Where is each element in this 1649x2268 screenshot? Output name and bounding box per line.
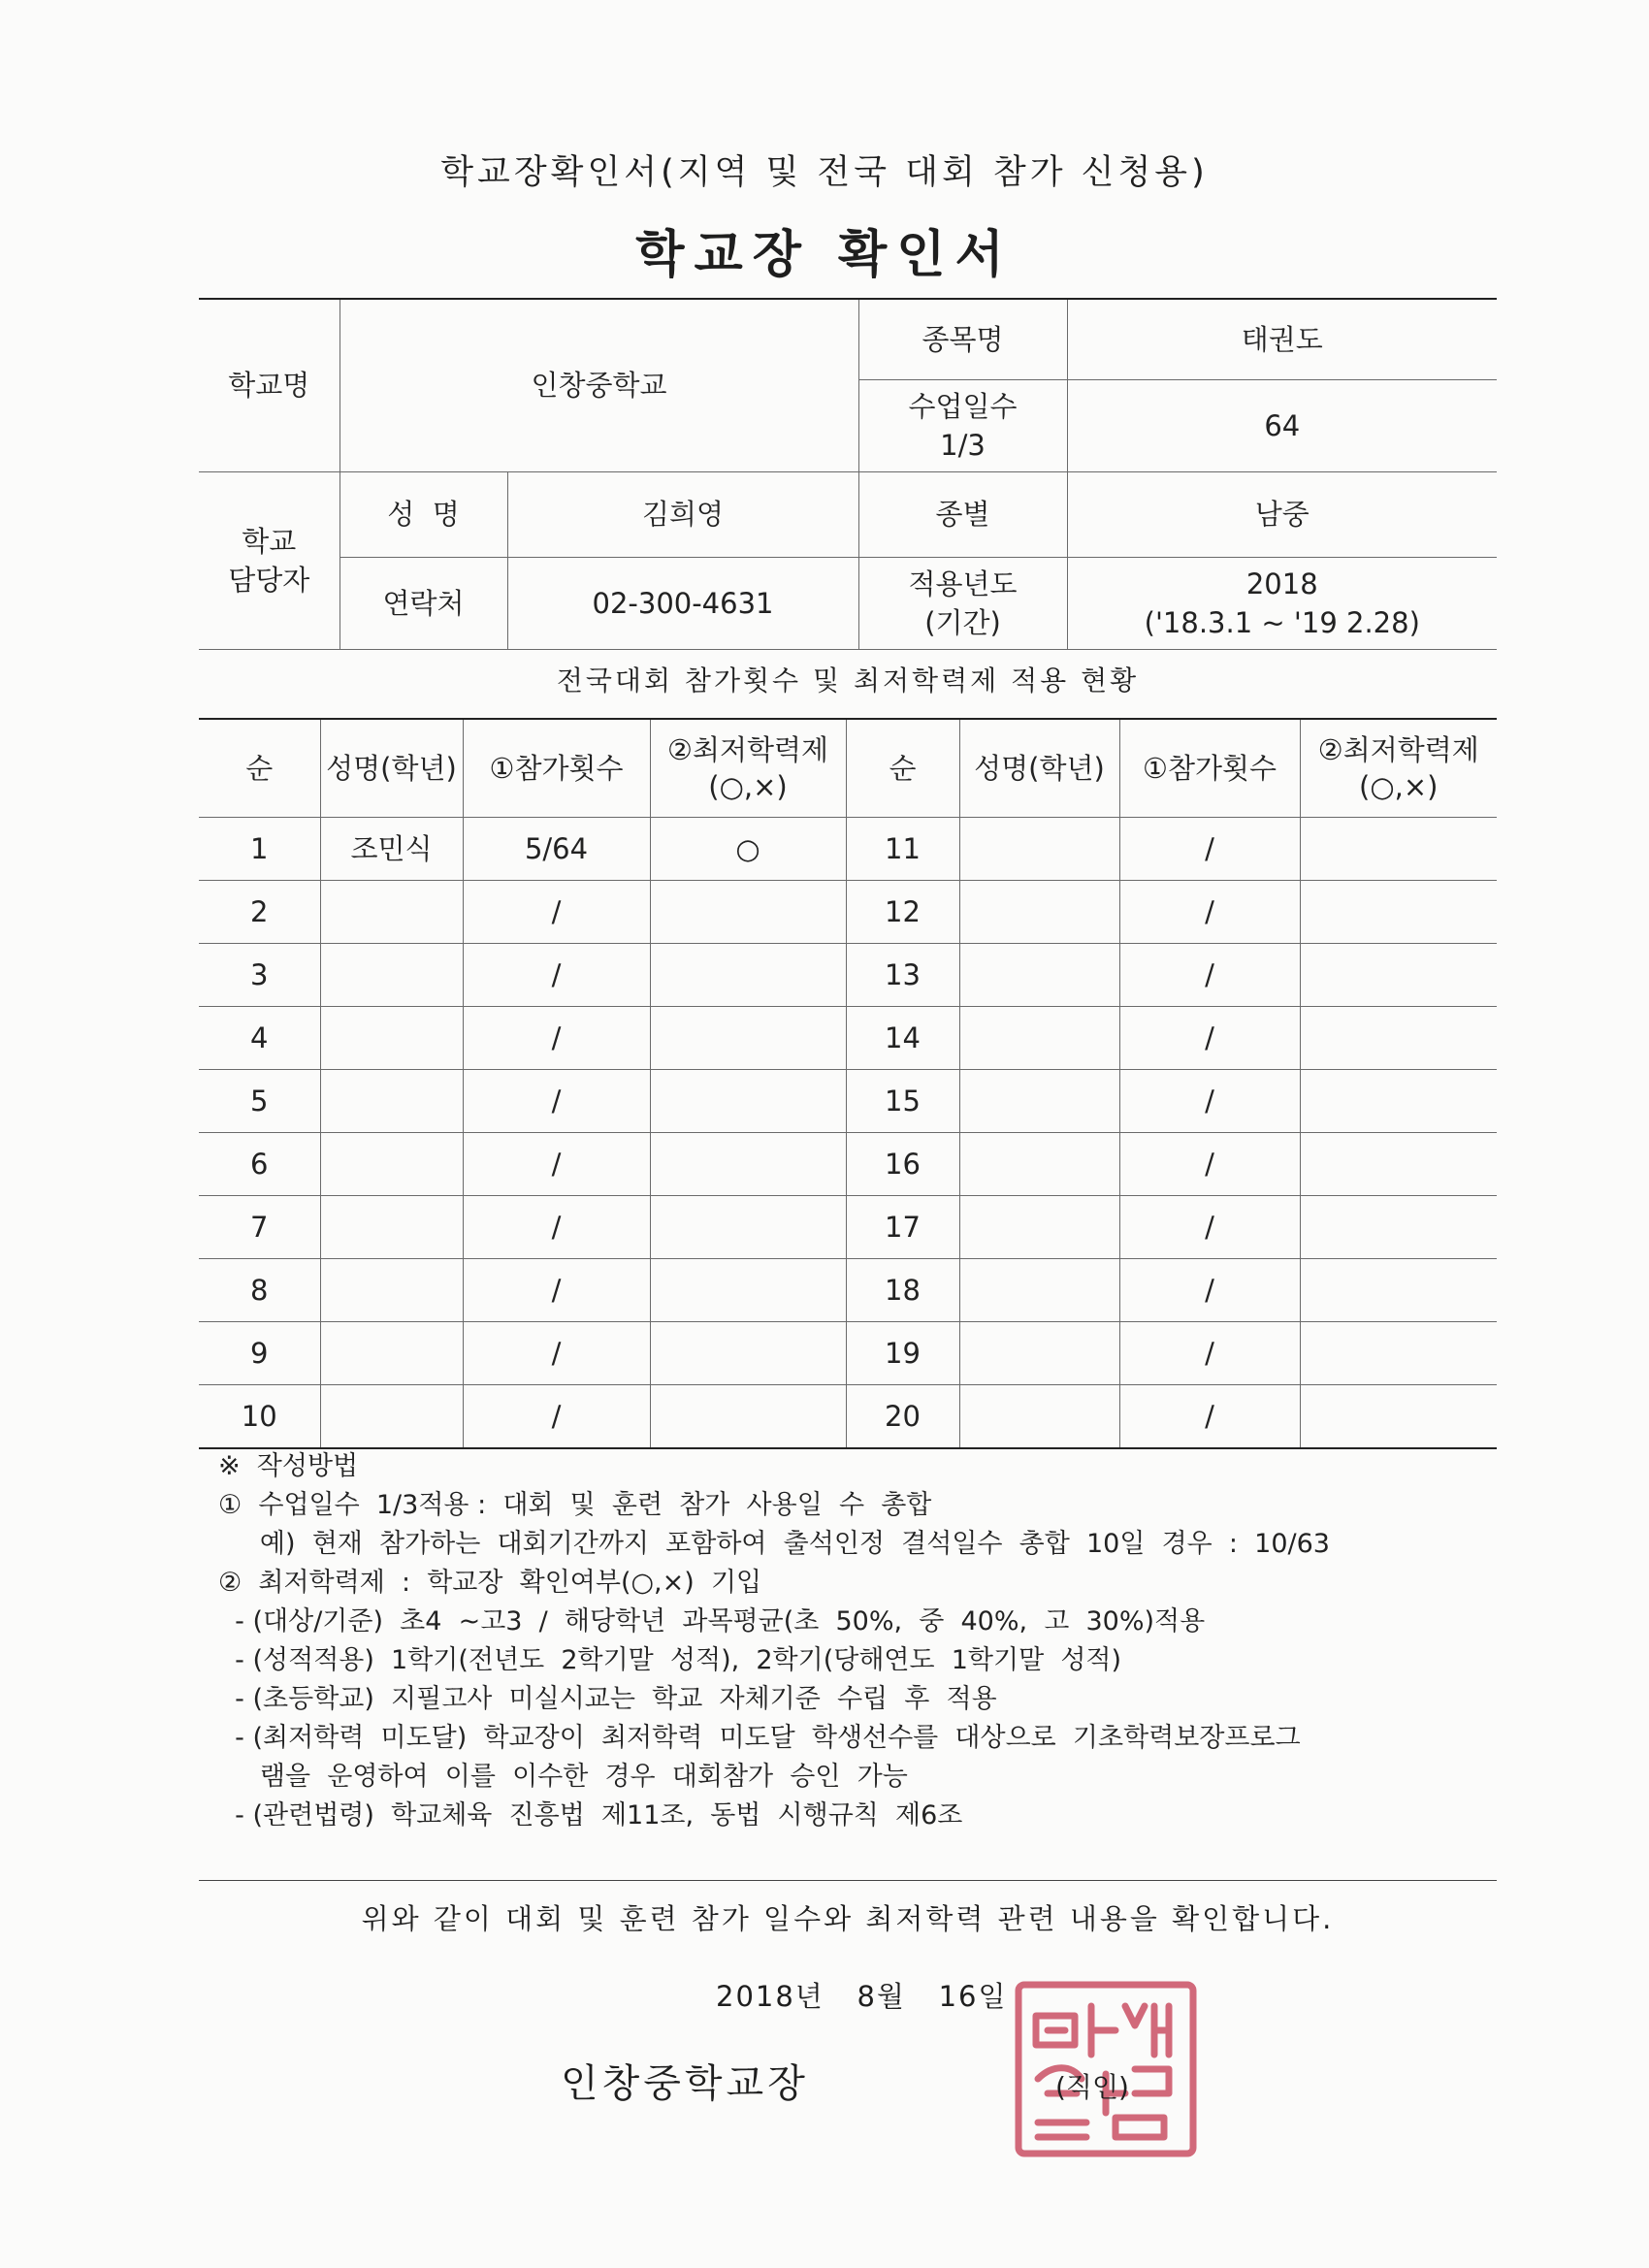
apply-year-value [1067, 557, 1497, 649]
cell-min-left [650, 1007, 846, 1070]
header-count-left: ①참가횟수 [463, 719, 650, 818]
table-row [199, 1259, 1497, 1322]
manager-label [199, 471, 340, 649]
event-value: 태권도 [1067, 299, 1497, 379]
table-row [199, 1007, 1497, 1070]
division-value: 남중 [1067, 471, 1497, 557]
section-title: 전국대회 참가횟수 및 최저학력제 적용 현황 [556, 664, 1140, 697]
cell-min-right [1300, 1322, 1497, 1385]
table-row [199, 1385, 1497, 1449]
issue-date: 2018년 8월 16일 [716, 1980, 1008, 2013]
instruction-line: - (성적적용) 1학기(전년도 2학기말 성적), 2학기(당해연도 1학기말 성적) [218, 1645, 1122, 1675]
header-min-left [650, 719, 846, 818]
cell-no-right: 12 [846, 881, 959, 944]
cell-no-right: 16 [846, 1133, 959, 1196]
cell-count-right: / [1119, 1259, 1300, 1322]
divider [199, 1880, 1497, 1881]
cell-count-right: / [1119, 944, 1300, 1007]
cell-no-left: 10 [199, 1385, 320, 1449]
cell-name-left [320, 1070, 463, 1133]
apply-year-label [858, 557, 1067, 649]
division-label: 종별 [858, 471, 1067, 557]
participation-table [199, 718, 1497, 1449]
school-info-table [199, 298, 1497, 650]
cell-name-right [959, 881, 1119, 944]
instruction-line: - (최저학력 미도달) 학교장이 최저학력 미도달 학생선수를 대상으로 기초학력보장프로그 [218, 1723, 1301, 1753]
cell-no-right: 14 [846, 1007, 959, 1070]
cell-name-left [320, 1259, 463, 1322]
manager-label-line-2: 담당자 [228, 563, 310, 597]
instruction-line: 예) 현재 참가하는 대회기간까지 포함하여 출석인정 결석일수 총합 10일 경우 : 10/63 [218, 1529, 1330, 1559]
cell-name-left: 조민식 [320, 818, 463, 881]
cell-min-left [650, 944, 846, 1007]
header-name-left: 성명(학년) [320, 719, 463, 818]
cell-count-left: / [463, 881, 650, 944]
document-title: 학교장 확인서 [635, 226, 1014, 284]
cell-no-right: 15 [846, 1070, 959, 1133]
cell-min-left [650, 1322, 846, 1385]
manager-label-line-1: 학교 [242, 524, 297, 558]
instruction-line: ① 수업일수 1/3적용 : 대회 및 훈련 참가 사용일 수 총합 [218, 1490, 932, 1520]
manager-name-value: 김희영 [507, 471, 858, 557]
school-name-label: 학교명 [199, 299, 340, 471]
cell-min-left [650, 1133, 846, 1196]
apply-year-label-line-2: (기간) [924, 605, 1001, 639]
table-row [199, 881, 1497, 944]
cell-min-right [1300, 1007, 1497, 1070]
cell-no-right: 18 [846, 1259, 959, 1322]
cell-count-left: 5/64 [463, 818, 650, 881]
table-row [199, 818, 1497, 881]
cell-count-left: / [463, 1070, 650, 1133]
contact-label: 연락처 [340, 557, 507, 649]
cell-name-right [959, 1133, 1119, 1196]
cell-count-right: / [1119, 1133, 1300, 1196]
header-min-left-line-2: (○,×) [708, 770, 788, 803]
cell-no-left: 3 [199, 944, 320, 1007]
cell-count-left: / [463, 1133, 650, 1196]
class-days-value: 64 [1067, 379, 1497, 471]
cell-count-right: / [1119, 1007, 1300, 1070]
cell-min-right [1300, 1133, 1497, 1196]
cell-min-left: ○ [650, 818, 846, 881]
instruction-line: ② 최저학력제 : 학교장 확인여부(○,×) 기입 [218, 1568, 762, 1598]
cell-name-right [959, 1007, 1119, 1070]
table-row [199, 944, 1497, 1007]
cell-no-right: 20 [846, 1385, 959, 1449]
cell-min-right [1300, 1259, 1497, 1322]
cell-name-right [959, 1322, 1119, 1385]
cell-no-right: 11 [846, 818, 959, 881]
cell-name-right [959, 1259, 1119, 1322]
manager-name-label [340, 471, 507, 557]
cell-name-right [959, 1070, 1119, 1133]
table-row [199, 1322, 1497, 1385]
table-row [199, 1133, 1497, 1196]
cell-name-left [320, 1322, 463, 1385]
cell-count-right: / [1119, 818, 1300, 881]
cell-min-right [1300, 881, 1497, 944]
cell-no-left: 7 [199, 1196, 320, 1259]
cell-name-left [320, 1007, 463, 1070]
cell-no-left: 9 [199, 1322, 320, 1385]
header-min-right-line-1: ②최저학력제 [1317, 733, 1479, 766]
cell-no-left: 5 [199, 1070, 320, 1133]
header-min-left-line-1: ②최저학력제 [666, 733, 829, 766]
header-count-right: ①참가횟수 [1119, 719, 1300, 818]
header-min-right [1300, 719, 1497, 818]
class-days-label-line-2: 1/3 [940, 428, 986, 462]
cell-name-left [320, 881, 463, 944]
cell-min-right [1300, 1196, 1497, 1259]
instruction-line: 램을 운영하여 이를 이수한 경우 대회참가 승인 가능 [218, 1762, 908, 1792]
cell-min-right [1300, 1070, 1497, 1133]
table-header-row [199, 719, 1497, 818]
writing-instructions [218, 1447, 1508, 1835]
cell-min-left [650, 1070, 846, 1133]
instructions-heading: ※ 작성방법 [218, 1451, 359, 1481]
cell-no-right: 13 [846, 944, 959, 1007]
cell-name-left [320, 1196, 463, 1259]
cell-min-right [1300, 1385, 1497, 1449]
table-row [199, 1196, 1497, 1259]
header-name-right: 성명(학년) [959, 719, 1119, 818]
cell-no-left: 4 [199, 1007, 320, 1070]
school-name-value: 인창중학교 [340, 299, 858, 471]
cell-count-left: / [463, 1007, 650, 1070]
cell-name-right [959, 1196, 1119, 1259]
cell-no-left: 6 [199, 1133, 320, 1196]
cell-no-left: 2 [199, 881, 320, 944]
cell-name-left [320, 1385, 463, 1449]
cell-no-left: 1 [199, 818, 320, 881]
cell-count-right: / [1119, 1322, 1300, 1385]
event-label: 종목명 [858, 299, 1067, 379]
cell-min-left [650, 1385, 846, 1449]
contact-value: 02-300-4631 [507, 557, 858, 649]
cell-name-left [320, 944, 463, 1007]
document-subtitle: 학교장확인서(지역 및 전국 대회 참가 신청용) [440, 153, 1209, 192]
cell-min-left [650, 881, 846, 944]
cell-count-right: / [1119, 1385, 1300, 1449]
apply-year-label-line-1: 적용년도 [908, 567, 1018, 600]
cell-count-right: / [1119, 881, 1300, 944]
manager-name-label-text: 성 명 [387, 498, 460, 531]
class-days-label [858, 379, 1067, 471]
cell-no-right: 19 [846, 1322, 959, 1385]
instruction-line: - (관련법령) 학교체육 진흥법 제11조, 동법 시행규칙 제6조 [218, 1800, 963, 1831]
header-no-right: 순 [846, 719, 959, 818]
cell-name-left [320, 1133, 463, 1196]
cell-count-left: / [463, 1322, 650, 1385]
cell-name-right [959, 944, 1119, 1007]
cell-min-right [1300, 944, 1497, 1007]
cell-name-right [959, 1385, 1119, 1449]
cell-min-right [1300, 818, 1497, 881]
cell-count-right: / [1119, 1070, 1300, 1133]
header-min-right-line-2: (○,×) [1359, 770, 1439, 803]
instruction-line: - (대상/기준) 초4 ~고3 / 해당학년 과목평균(초 50%, 중 40%, 고 30%)적용 [218, 1606, 1206, 1636]
class-days-label-line-1: 수업일수 [908, 389, 1018, 423]
instruction-line: - (초등학교) 지필고사 미실시교는 학교 자체기준 수립 후 적용 [218, 1684, 997, 1714]
cell-count-left: / [463, 944, 650, 1007]
apply-year-value-line-2: ('18.3.1 ~ '19 2.28) [1144, 605, 1420, 639]
cell-count-left: / [463, 1385, 650, 1449]
cell-name-right [959, 818, 1119, 881]
cell-no-right: 17 [846, 1196, 959, 1259]
cell-min-left [650, 1259, 846, 1322]
table-row [199, 1070, 1497, 1133]
apply-year-value-line-1: 2018 [1245, 567, 1318, 600]
header-no-left: 순 [199, 719, 320, 818]
cell-min-left [650, 1196, 846, 1259]
cell-no-left: 8 [199, 1259, 320, 1322]
confirmation-statement: 위와 같이 대회 및 훈련 참가 일수와 최저학력 관련 내용을 확인합니다. [361, 1902, 1335, 1935]
cell-count-right: / [1119, 1196, 1300, 1259]
cell-count-left: / [463, 1259, 650, 1322]
principal-signature-line: 인창중학교장 [561, 2061, 809, 2106]
seal-label: (직인) [1055, 2071, 1129, 2103]
cell-count-left: / [463, 1196, 650, 1259]
